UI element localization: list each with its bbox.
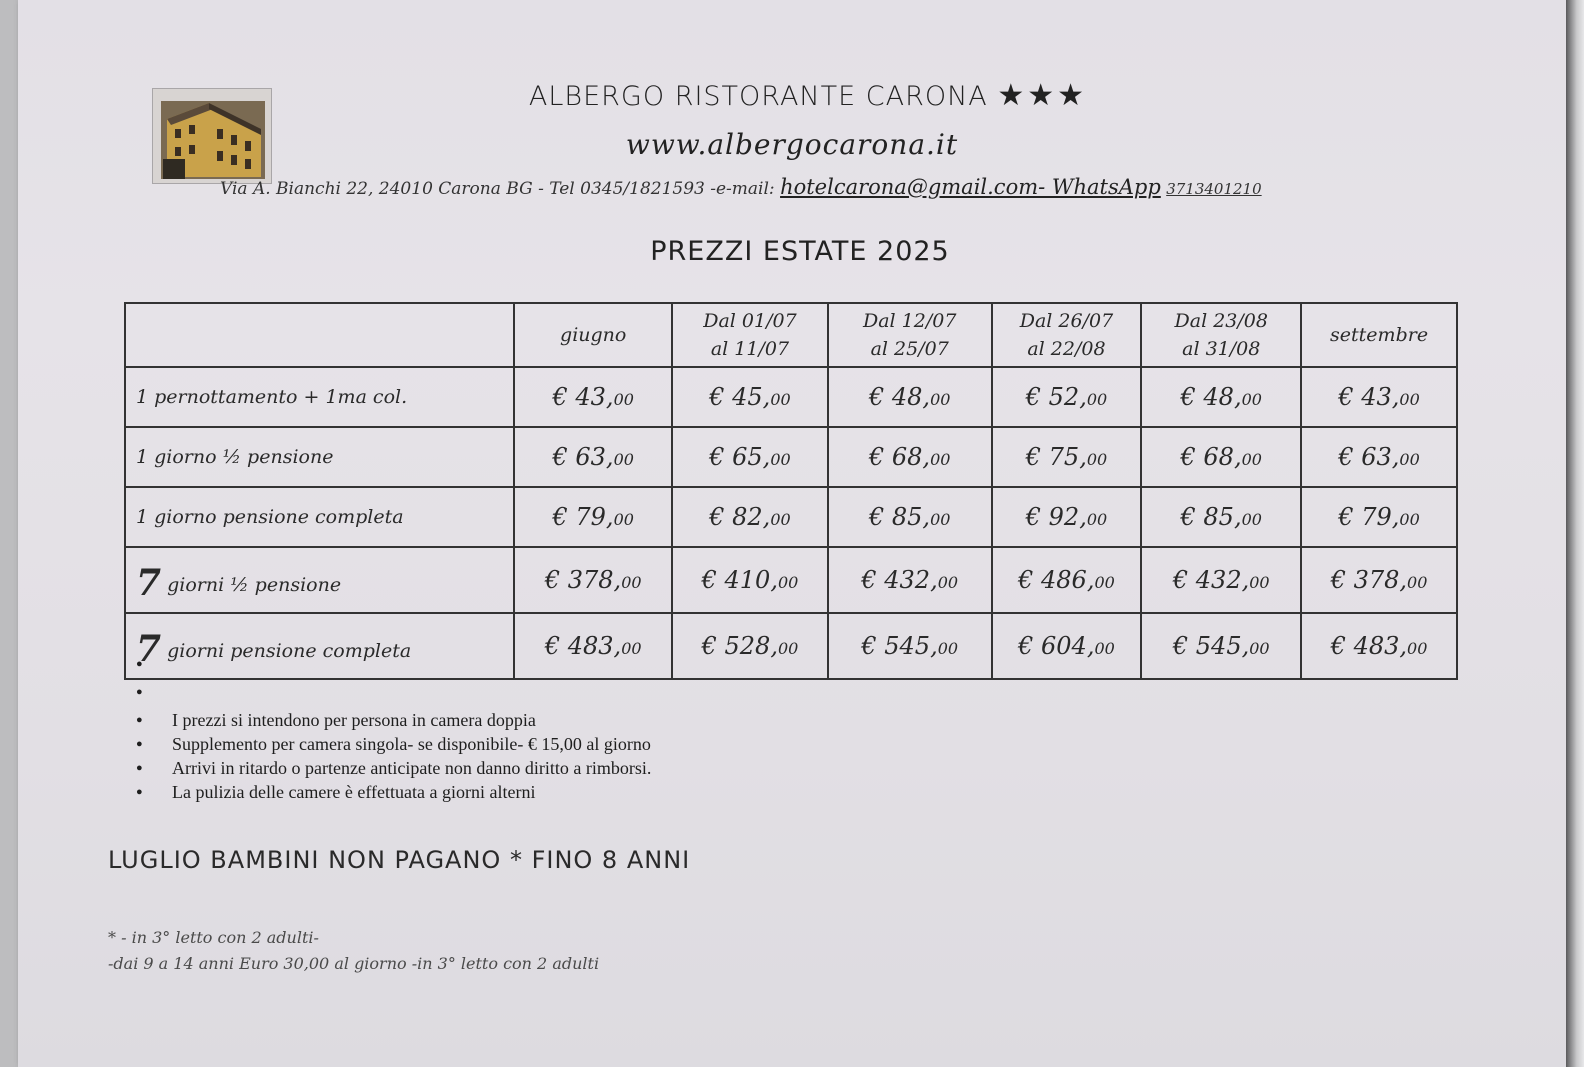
price-cell <box>1301 367 1457 427</box>
list-item: ● I prezzi si intendono per persona in camera doppia <box>136 708 651 732</box>
price-cents: 00 <box>621 573 642 592</box>
row-label: 1 giorno ½ pensione <box>136 446 334 468</box>
price-cents: 00 <box>770 510 791 529</box>
table-row <box>125 547 1457 613</box>
column-header: Dal 23/08 al 31/08 <box>1141 303 1301 367</box>
list-item <box>136 680 651 708</box>
price-cents: 00 <box>1241 450 1262 469</box>
price-amount: € 68, <box>1180 443 1242 471</box>
price-amount: € 483, <box>544 632 622 660</box>
row-label-cell <box>125 547 514 613</box>
price-cell <box>828 487 992 547</box>
list-item: ● Arrivi in ritardo o partenze anticipate non danno diritto a rimborsi. <box>136 756 651 780</box>
price-cell <box>514 367 672 427</box>
price-cents: 00 <box>1249 639 1270 658</box>
price-amount: € 82, <box>709 503 771 531</box>
footnote: -dai 9 a 14 anni Euro 30,00 al giorno -in 3° letto con 2 adulti <box>108 954 600 973</box>
price-amount: € 48, <box>868 383 931 411</box>
price-cents: 00 <box>1407 573 1428 592</box>
price-cell <box>1301 613 1457 679</box>
contact-line <box>220 175 1262 199</box>
price-cents: 00 <box>930 390 951 409</box>
price-cents: 00 <box>777 573 799 592</box>
price-cents: 00 <box>621 639 642 658</box>
price-amount: € 85, <box>1180 503 1242 531</box>
column-header: giugno <box>514 303 672 367</box>
price-cents: 00 <box>1094 639 1115 658</box>
table-row <box>125 487 1457 547</box>
price-cell <box>1141 427 1301 487</box>
address-text: Via A. Bianchi 22, 24010 Carona BG - Tel 0345/1821593 -e-mail: <box>220 179 781 199</box>
price-cell <box>672 427 828 487</box>
price-cents: 00 <box>1399 510 1420 529</box>
row-label-cell <box>125 487 514 547</box>
table-row <box>125 427 1457 487</box>
email-text: hotelcarona@gmail.com- WhatsApp <box>780 175 1161 199</box>
price-amount: € 65, <box>709 443 771 471</box>
price-cents: 00 <box>1249 573 1270 592</box>
price-amount: € 378, <box>1330 566 1408 594</box>
price-amount: € 432, <box>1172 566 1250 594</box>
hotel-name <box>0 78 1584 113</box>
price-cents: 00 <box>613 450 634 469</box>
table-row <box>125 367 1457 427</box>
price-cents: 00 <box>770 450 791 469</box>
price-amount: € 528, <box>701 632 778 660</box>
price-cell <box>992 613 1142 679</box>
price-cell <box>672 367 828 427</box>
column-header: settembre <box>1301 303 1457 367</box>
whatsapp-number: 3713401210 <box>1166 180 1262 198</box>
price-cents: 00 <box>1086 390 1108 409</box>
row-label-cell <box>125 427 514 487</box>
price-amount: € 432, <box>861 566 938 594</box>
hotel-website: www.albergocarona.it <box>625 128 959 161</box>
price-cell <box>1301 487 1457 547</box>
price-amount: € 63, <box>1338 443 1400 471</box>
price-cell <box>992 427 1142 487</box>
price-amount: € 43, <box>1338 383 1400 411</box>
price-amount: € 48, <box>1180 383 1242 411</box>
price-cell <box>672 613 828 679</box>
price-cents: 00 <box>770 390 791 409</box>
list-item: ● Supplemento per camera singola- se disponibile- € 15,00 al giorno <box>136 732 651 756</box>
price-cell <box>1141 487 1301 547</box>
price-table <box>124 302 1458 680</box>
price-amount: € 68, <box>868 443 931 471</box>
price-cell <box>1141 547 1301 613</box>
price-amount: € 483, <box>1330 632 1408 660</box>
price-amount: € 75, <box>1025 443 1087 471</box>
price-cents: 00 <box>1094 573 1115 592</box>
price-cell <box>514 487 672 547</box>
price-cell <box>992 367 1142 427</box>
season-title: PREZZI ESTATE 2025 <box>650 236 950 267</box>
header-corner-cell <box>125 303 514 367</box>
list-item: ● La pulizia delle camere è effettuata a giorni alterni <box>136 780 651 804</box>
price-cell <box>992 487 1142 547</box>
days-count: 7 <box>136 562 162 604</box>
row-label: giorni ½ pensione <box>161 574 342 596</box>
price-amount: € 85, <box>868 503 931 531</box>
price-amount: € 52, <box>1025 383 1087 411</box>
price-cents: 00 <box>937 639 959 658</box>
price-amount: € 410, <box>701 566 778 594</box>
price-amount: € 545, <box>1172 632 1250 660</box>
price-cents: 00 <box>1086 510 1108 529</box>
price-amount: € 79, <box>552 503 614 531</box>
table-header-row <box>125 303 1457 367</box>
price-cell <box>672 547 828 613</box>
price-cents: 00 <box>1086 450 1108 469</box>
price-amount: € 43, <box>552 383 614 411</box>
hotel-name-text: ALBERGO RISTORANTE CARONA <box>528 81 988 112</box>
price-amount: € 545, <box>861 632 938 660</box>
row-label: 1 pernottamento + 1ma col. <box>136 386 408 408</box>
list-item <box>136 652 651 680</box>
price-cents: 00 <box>1399 390 1420 409</box>
price-cents: 00 <box>613 510 634 529</box>
price-cents: 00 <box>777 639 799 658</box>
notes-list <box>136 652 651 804</box>
row-label: 1 giorno pensione completa <box>136 506 404 528</box>
price-amount: € 486, <box>1018 566 1095 594</box>
price-cents: 00 <box>930 510 951 529</box>
row-label: giorni pensione completa <box>161 640 412 662</box>
price-cell <box>1141 613 1301 679</box>
price-amount: € 63, <box>552 443 614 471</box>
price-cell <box>514 547 672 613</box>
price-cell <box>828 367 992 427</box>
kids-offer: LUGLIO BAMBINI NON PAGANO * FINO 8 ANNI <box>108 846 691 874</box>
column-header: Dal 26/07 al 22/08 <box>992 303 1142 367</box>
price-cents: 00 <box>1241 390 1262 409</box>
price-amount: € 79, <box>1338 503 1400 531</box>
price-cell <box>1301 427 1457 487</box>
price-cell <box>1301 547 1457 613</box>
price-cents: 00 <box>1241 510 1262 529</box>
price-amount: € 45, <box>709 383 771 411</box>
price-amount: € 92, <box>1025 503 1087 531</box>
price-amount: € 604, <box>1018 632 1095 660</box>
price-cents: 00 <box>930 450 951 469</box>
price-amount: € 378, <box>544 566 622 594</box>
price-cell <box>828 427 992 487</box>
star-rating: ★★★ <box>997 78 1088 113</box>
price-cell <box>672 487 828 547</box>
price-cell <box>1141 367 1301 427</box>
price-cents: 00 <box>1407 639 1428 658</box>
price-cell <box>992 547 1142 613</box>
price-cell <box>828 547 992 613</box>
price-cents: 00 <box>1399 450 1420 469</box>
price-cents: 00 <box>937 573 959 592</box>
column-header: Dal 12/07 al 25/07 <box>828 303 992 367</box>
price-cents: 00 <box>613 390 634 409</box>
column-header: Dal 01/07 al 11/07 <box>672 303 828 367</box>
row-label-cell <box>125 367 514 427</box>
days-count: 7 <box>136 628 162 670</box>
price-cell <box>514 427 672 487</box>
price-cell <box>828 613 992 679</box>
footnote: * - in 3° letto con 2 adulti- <box>108 928 319 947</box>
